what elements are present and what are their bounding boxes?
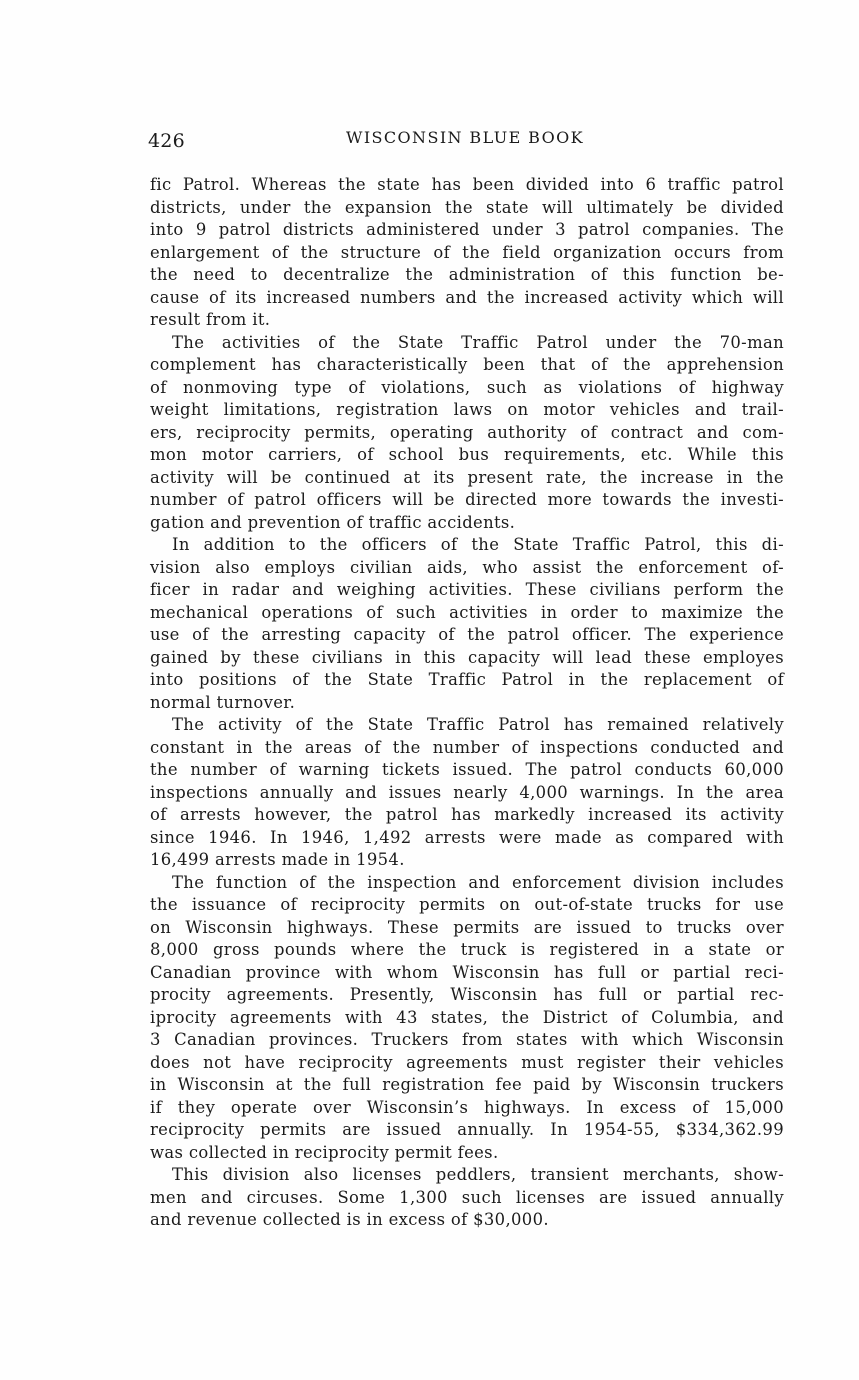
text-line: on Wisconsin highways. These permits are issued to trucks over	[150, 917, 784, 937]
text-line: into 9 patrol districts administered under 3 patrol companies. The	[150, 220, 784, 239]
text-line: result from it.	[150, 310, 271, 329]
text-line: of arrests however, the patrol has markedly increased its activity	[150, 805, 784, 824]
text-line: complement has characteristically been that of the apprehension	[150, 355, 784, 374]
text-line: in Wisconsin at the full registration fee paid by Wisconsin truckers	[150, 1075, 784, 1094]
text-line: gained by these civilians in this capacity will lead these employes	[150, 647, 784, 667]
text-line: activity will be continued at its present rate, the increase in the	[150, 467, 784, 487]
text-line: mechanical operations of such activities in order to maximize the	[150, 602, 784, 622]
text-line: of nonmoving type of violations, such as violations of highway	[150, 377, 784, 397]
text-line: iprocity agreements with 43 states, the District of Columbia, and	[150, 1007, 784, 1027]
text-line: procity agreements. Presently, Wisconsin has full or partial rec-	[150, 985, 784, 1004]
running-title: WISCONSIN BLUE BOOK	[345, 128, 585, 147]
text-line: number of patrol officers will be directed more towards the investi-	[150, 490, 784, 509]
text-line: 16,499 arrests made in 1954.	[150, 850, 405, 869]
text-line: the issuance of reciprocity permits on out-of-state trucks for use	[150, 895, 784, 914]
text-line: fic Patrol. Whereas the state has been divided into 6 traffic patrol	[150, 175, 784, 194]
text-line: since 1946. In 1946, 1,492 arrests were made as compared with	[150, 827, 784, 847]
text-line: The function of the inspection and enforcement division includes	[172, 872, 784, 892]
text-line: into positions of the State Traffic Patrol in the replacement of	[150, 670, 784, 689]
text-line: men and circuses. Some 1,300 such licenses are issued annually	[150, 1187, 784, 1207]
text-line: ficer in radar and weighing activities. These civilians perform the	[150, 580, 784, 599]
text-line: and revenue collected is in excess of $30,000.	[150, 1210, 549, 1229]
text-line: use of the arresting capacity of the patrol officer. The experience	[150, 625, 784, 644]
text-line: This division also licenses peddlers, transient merchants, show-	[172, 1165, 784, 1184]
text-line: was collected in reciprocity permit fees.	[150, 1142, 499, 1162]
text-line: the number of warning tickets issued. The patrol conducts 60,000	[150, 760, 784, 779]
text-line: vision also employs civilian aids, who assist the enforcement of-	[150, 557, 784, 577]
text-line: inspections annually and issues nearly 4,000 warnings. In the area	[150, 782, 784, 802]
text-line: gation and prevention of traffic accidents.	[150, 512, 516, 532]
text-line: the need to decentralize the administration of this function be-	[150, 265, 784, 284]
text-line: normal turnover.	[150, 692, 296, 712]
text-line: constant in the areas of the number of inspections conducted and	[150, 737, 784, 757]
text-line: enlargement of the structure of the field organization occurs from	[150, 242, 784, 262]
text-line: The activity of the State Traffic Patrol has remained relatively	[172, 715, 784, 734]
text-line: 8,000 gross pounds where the truck is registered in a state or	[150, 940, 784, 959]
text-line: The activities of the State Traffic Patrol under the 70-man	[172, 332, 784, 352]
text-line: does not have reciprocity agreements must register their vehicles	[150, 1052, 784, 1072]
text-line: cause of its increased numbers and the increased activity which will	[150, 287, 784, 307]
text-line: mon motor carriers, of school bus requirements, etc. While this	[150, 445, 784, 464]
text-line: In addition to the officers of the State Traffic Patrol, this di-	[172, 535, 784, 554]
text-line: weight limitations, registration laws on motor vehicles and trail-	[150, 400, 784, 419]
page-number: 426	[148, 130, 185, 152]
text-line: Canadian province with whom Wisconsin has full or partial reci-	[150, 962, 784, 982]
page-header	[148, 126, 788, 154]
text-line: reciprocity permits are issued annually. In 1954-55, $334,362.99	[150, 1120, 784, 1139]
text-line: ers, reciprocity permits, operating authority of contract and com-	[150, 422, 784, 442]
text-line: 3 Canadian provinces. Truckers from states with which Wisconsin	[150, 1030, 784, 1049]
text-line: if they operate over Wisconsin’s highways. In excess of 15,000	[150, 1097, 784, 1117]
text-line: districts, under the expansion the state will ultimately be divided	[150, 197, 784, 217]
